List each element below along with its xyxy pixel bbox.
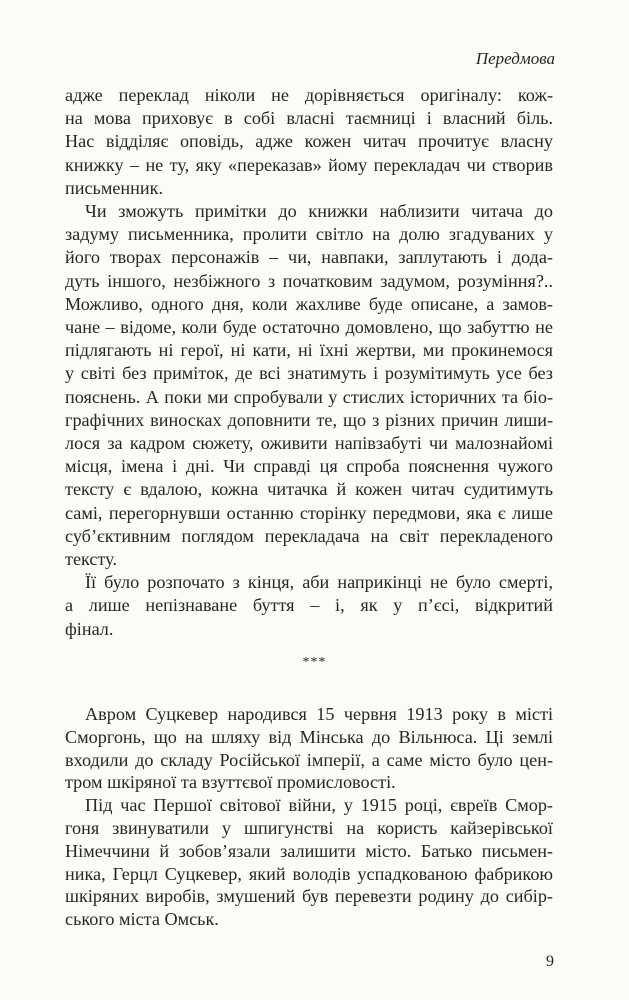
- text-line: графічних виносках доповнити те, що з різних причин лиши-: [65, 409, 553, 430]
- text-line: Її було розпочато з кінця, аби наприкінці не було смерті,: [85, 572, 553, 593]
- section-separator: ***: [302, 655, 327, 670]
- paragraph: [65, 794, 553, 931]
- text-line: Німеччини й зобов’язали залишити місто. Батько письмен-: [65, 840, 553, 861]
- text-line: тексту.: [65, 549, 118, 570]
- text-line: дуть іншого, незбіжного з початковим задумом, розуміння?..: [65, 270, 553, 291]
- text-line: на мова приховує в собі власні таємниці і власний біль.: [65, 108, 553, 129]
- text-line: Авром Суцкевер народився 15 червня 1913 року в місті: [85, 704, 553, 724]
- running-title: Передмова: [475, 49, 555, 68]
- text-line: у світі без приміток, де всі знатимуть і розумітимуть усе без: [65, 363, 553, 384]
- text-line: чане – відоме, коли буде остаточно домовлено, що забуттю не: [65, 317, 553, 338]
- text-line: а лише непізнаване буття – і, як у п’єсі, відкритий: [65, 595, 553, 616]
- text-line: задуму письменника, пролити світло на долю згадуваних у: [65, 224, 553, 245]
- text-line: місця, імена і дні. Чи справді ця спроба пояснення чужого: [65, 456, 553, 477]
- text-line: його творах персонажів – чи, навпаки, заплутають і дода-: [65, 247, 553, 268]
- text-line: суб’єктивним поглядом перекладача на світ перекладеного: [65, 525, 553, 546]
- text-line: Під час Першої світової війни, у 1915 році, євреїв Смор-: [85, 795, 553, 816]
- text-line: гоня звинуватили у шпигунстві на користь кайзерівської: [65, 817, 553, 838]
- text-line: письменник.: [65, 177, 163, 198]
- text-line: лося за кадром сюжету, оживити напівзабуті чи малознайомі: [65, 433, 553, 454]
- text-line: Можливо, одного дня, коли жахливе буде описане, а замов-: [65, 293, 553, 314]
- paragraph: [65, 200, 553, 571]
- text-line: самі, перегорнувши останню сторінку передмови, яка є лише: [65, 502, 553, 523]
- paragraph: [65, 84, 553, 200]
- text-line: ника, Герцл Суцкевер, який володів успадкованою фабрикою: [65, 863, 553, 884]
- paragraph: [65, 571, 553, 641]
- text-line: входили до складу Російської імперії, а саме місто було цен-: [65, 749, 553, 770]
- text-line: ського міста Омськ.: [65, 909, 219, 930]
- text-line: Сморгонь, що на шляху від Мінська до Вільнюса. Ці землі: [65, 726, 553, 747]
- page-number: 9: [546, 953, 554, 970]
- text-line: пояснень. А поки ми спробували у стислих історичних та біо-: [65, 386, 553, 407]
- text-line: шкіряних виробів, змушений був перевезти родину до сибір-: [65, 886, 553, 907]
- text-line: Нас відділяє оповідь, адже кожен читач прочитує власну: [65, 131, 553, 152]
- text-line: підлягають ні герої, ні кати, ні їхні жертви, ми прокинемося: [65, 340, 553, 361]
- text-line: фінал.: [65, 618, 114, 639]
- text-line: адже переклад ніколи не дорівняється оригіналу: кож-: [65, 85, 553, 105]
- paragraph: [65, 703, 553, 794]
- text-line: тром шкіряної та взуттєвої промисловості.: [65, 772, 396, 793]
- biography-text: [65, 703, 553, 931]
- preface-text: [65, 84, 553, 641]
- text-line: книжку – не ту, яку «переказав» йому перекладач чи створив: [65, 154, 553, 175]
- text-line: Чи зможуть примітки до книжки наблизити читача до: [85, 201, 553, 222]
- text-line: тексту є вдалою, кожна читачка й кожен читач судитимуть: [65, 479, 553, 500]
